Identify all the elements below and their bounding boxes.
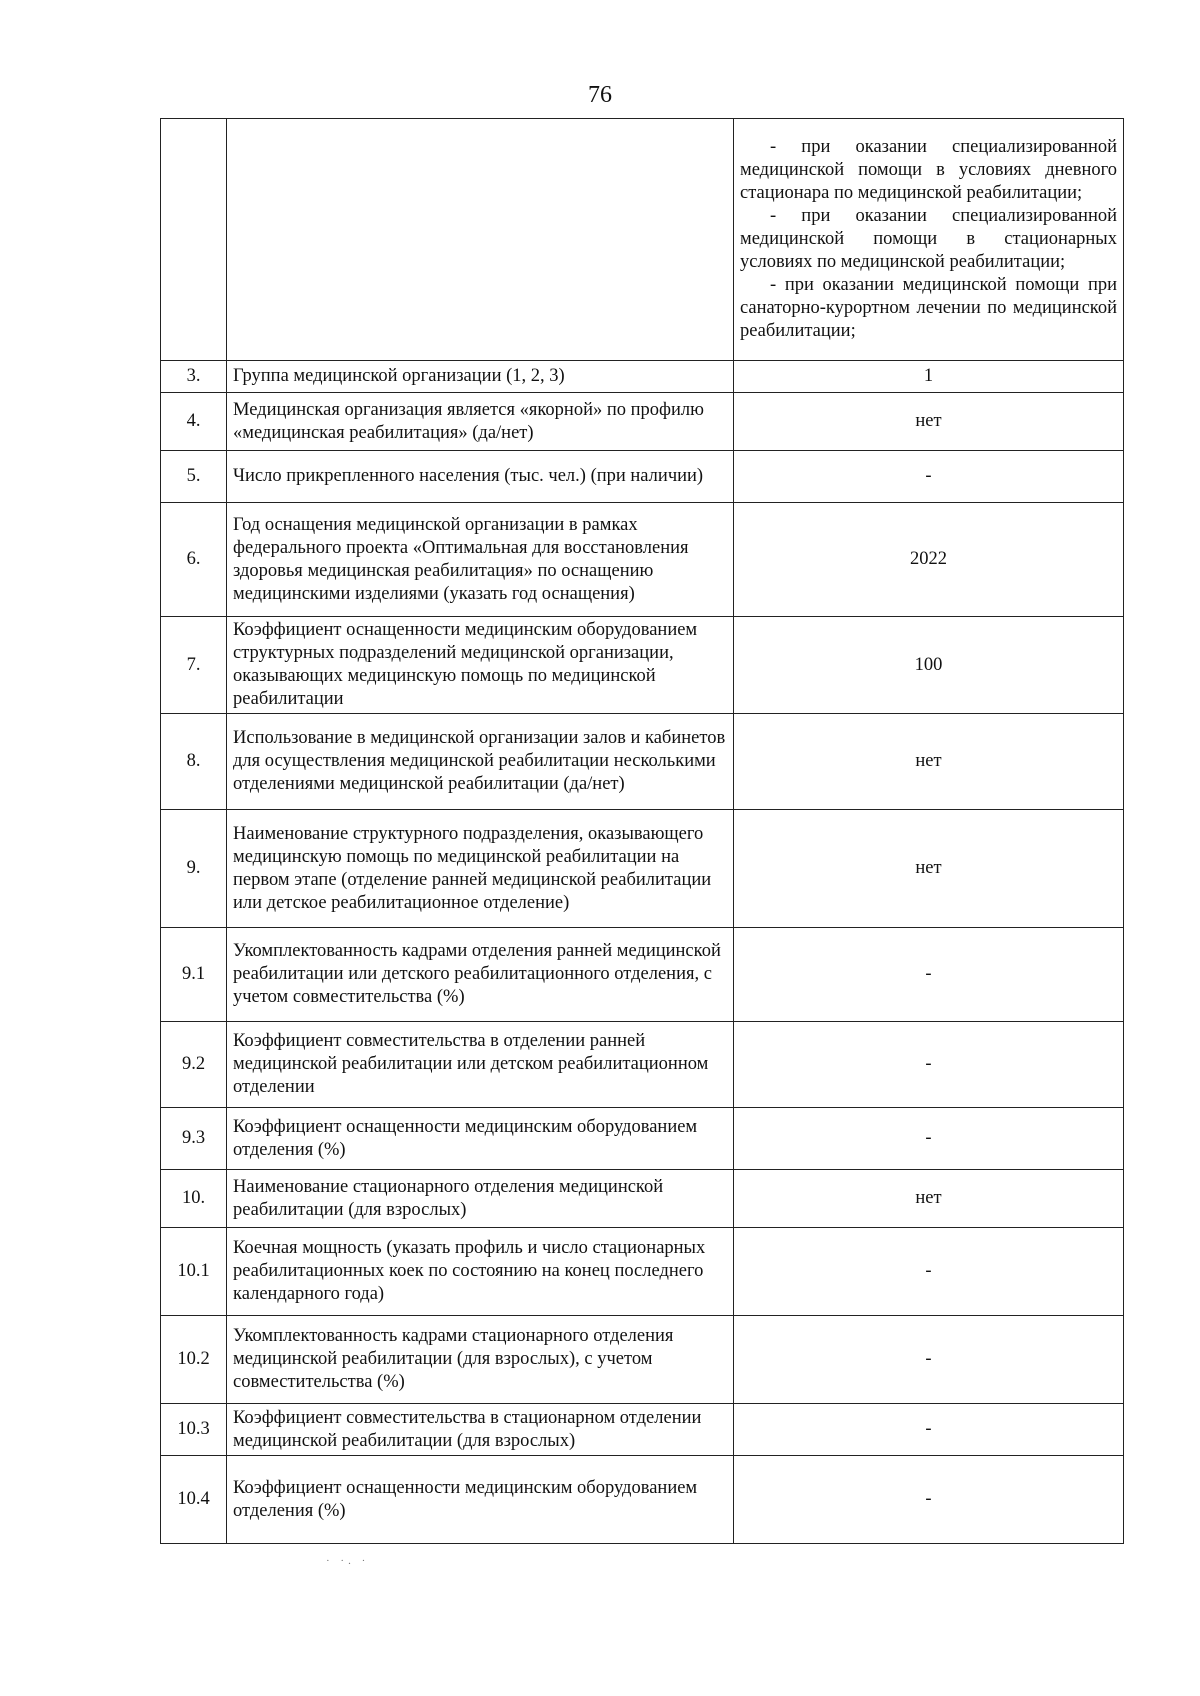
table-row [161,1022,1124,1108]
row-number: 7. [161,617,227,714]
row-value: - [734,451,1124,503]
list-item: - при оказании специализированной медицинской помощи в стационарных условиях по медицинской реабилитации; [740,206,1117,272]
row-value: нет [734,810,1124,928]
row-value: - [734,928,1124,1022]
row-value-cell [734,119,1124,361]
row-number: 9.3 [161,1108,227,1170]
row-number-cell [161,119,227,361]
row-description-cell [227,119,734,361]
row-number: 6. [161,503,227,617]
table-row [161,1456,1124,1544]
row-value: - [734,1022,1124,1108]
row-description: Коэффициент совместительства в отделении ранней медицинской реабилитации или детском реабилитационном отделении [227,1022,734,1108]
row-number: 10. [161,1170,227,1228]
data-table [160,118,1124,1544]
table-row [161,451,1124,503]
row-description: Использование в медицинской организации залов и кабинетов для осуществления медицинской реабилитации несколькими отделениями медицинской реабилитации (да/нет) [227,714,734,810]
table-row [161,393,1124,451]
row-value: нет [734,393,1124,451]
table-row [161,810,1124,928]
table-row [161,1228,1124,1316]
row-number: 4. [161,393,227,451]
row-number: 10.2 [161,1316,227,1404]
row-value: - [734,1316,1124,1404]
row-value: - [734,1404,1124,1456]
row-description: Коэффициент оснащенности медицинским оборудованием отделения (%) [227,1456,734,1544]
row-value: 1 [734,361,1124,393]
row-value: - [734,1456,1124,1544]
row-value: нет [734,1170,1124,1228]
list-item: - при оказании специализированной медицинской помощи в условиях дневного стационара по медицинской реабилитации; [740,137,1117,203]
row-value: - [734,1228,1124,1316]
row-value: - [734,1108,1124,1170]
row-description: Наименование стационарного отделения медицинской реабилитации (для взрослых) [227,1170,734,1228]
table-row [161,361,1124,393]
row-description: Коэффициент оснащенности медицинским оборудованием структурных подразделений медицинской организации, оказывающих медицинскую помощь по медицинской реабилитации [227,617,734,714]
row-description: Группа медицинской организации (1, 2, 3) [227,361,734,393]
row-description: Медицинская организация является «якорной» по профилю «медицинская реабилитация» (да/нет) [227,393,734,451]
row-number: 10.4 [161,1456,227,1544]
page-number: 76 [588,82,612,108]
table-row [161,714,1124,810]
table-row [161,503,1124,617]
row-description: Наименование структурного подразделения, оказывающего медицинскую помощь по медицинской реабилитации на первом этапе (отделение ранней медицинской реабилитации или детское реабилитационное отделение) [227,810,734,928]
table-row [161,1170,1124,1228]
row-description: Коэффициент совместительства в стационарном отделении медицинской реабилитации (для взрослых) [227,1404,734,1456]
table-row [161,1404,1124,1456]
row-description: Коэффициент оснащенности медицинским оборудованием отделения (%) [227,1108,734,1170]
row-value: нет [734,714,1124,810]
table-row [161,1108,1124,1170]
row-value: 2022 [734,503,1124,617]
list-item: - при оказании медицинской помощи при санаторно-курортном лечении по медицинской реабилитации; [740,275,1117,341]
row-number: 10.3 [161,1404,227,1456]
table-row [161,928,1124,1022]
row-number: 9.2 [161,1022,227,1108]
row-number: 9. [161,810,227,928]
table-row [161,617,1124,714]
row-description: Коечная мощность (указать профиль и число стационарных реабилитационных коек по состоянию на конец последнего календарного года) [227,1228,734,1316]
row-description: Укомплектованность кадрами стационарного отделения медицинской реабилитации (для взрослых), с учетом совместительства (%) [227,1316,734,1404]
row-description: Укомплектованность кадрами отделения ранней медицинской реабилитации или детского реабилитационного отделения, с учетом совместительства (%) [227,928,734,1022]
row-number: 10.1 [161,1228,227,1316]
row-number: 5. [161,451,227,503]
row-number: 8. [161,714,227,810]
row-description: Год оснащения медицинской организации в рамках федерального проекта «Оптимальная для восстановления здоровья медицинская реабилитация» по оснащению медицинскими изделиями (указать год оснащения) [227,503,734,617]
scan-specks: · ·. · [326,1555,370,1567]
row-number: 3. [161,361,227,393]
row-number: 9.1 [161,928,227,1022]
row-value: 100 [734,617,1124,714]
table-row [161,1316,1124,1404]
row-description: Число прикрепленного населения (тыс. чел.) (при наличии) [227,451,734,503]
table-row [161,119,1124,361]
